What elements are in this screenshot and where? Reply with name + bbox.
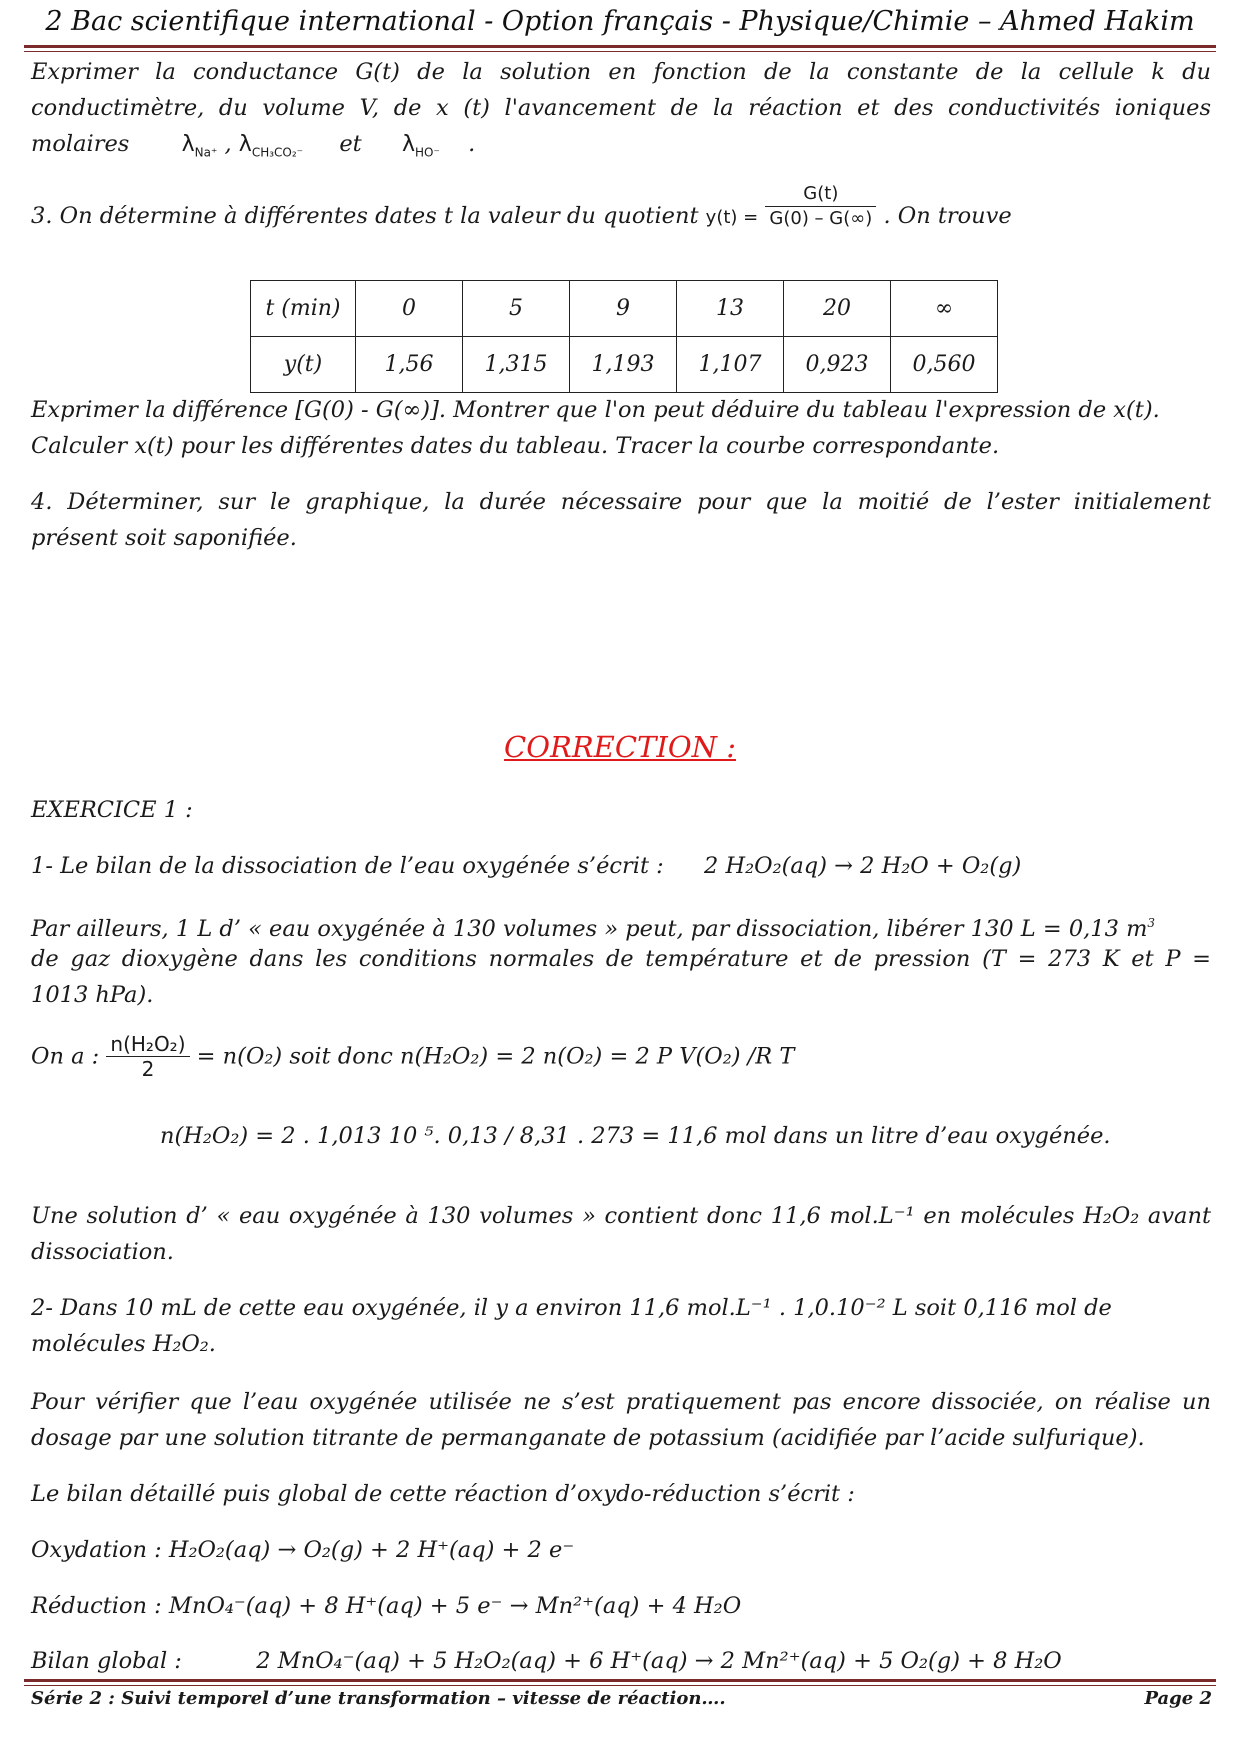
ion-ho: HO⁻ [415, 145, 440, 160]
c3-line [31, 1032, 1211, 1081]
lambda-na [181, 132, 218, 160]
c7-line: Le bilan détaillé puis global de cette réaction d’oxydo-réduction s’écrit : [31, 1481, 855, 1507]
c5-line-1: 2- Dans 10 mL de cette eau oxygénée, il y a environ 11,6 mol.L⁻¹ . 1,0.10⁻² L soit 0,116 mol de [31, 1295, 1112, 1321]
footer-rule [24, 1679, 1216, 1682]
c6-line-1: Pour vérifier que l’eau oxygénée utilisée ne s’est pratiquement pas encore dissociée, on réalise un [31, 1389, 1211, 1415]
global-equation: 2 MnO₄⁻(aq) + 5 H₂O₂(aq) + 6 H⁺(aq) → 2 Mn²⁺(aq) + 5 O₂(g) + 8 H₂O [256, 1648, 1062, 1674]
c2-line-3: 1013 hPa). [31, 982, 154, 1008]
global-line [31, 1643, 1211, 1679]
table-cell: 20 [784, 281, 891, 337]
header-rule [24, 45, 1216, 48]
global-label: Bilan global : [31, 1648, 182, 1674]
lambda-ho [402, 132, 440, 160]
table-cell: 1,107 [677, 337, 784, 393]
c1-line [31, 848, 1211, 884]
q3-formula-fraction [765, 182, 876, 231]
q3-formula-lhs: y(t) = [705, 207, 759, 228]
table-cell: 0,560 [891, 337, 998, 393]
intro-line-3 [31, 126, 1211, 170]
table-row-time [251, 281, 998, 337]
data-table [250, 280, 998, 393]
separator: , [224, 131, 232, 157]
table-row-y [251, 337, 998, 393]
header-rule-thin [24, 51, 1216, 52]
table-cell: 13 [677, 281, 784, 337]
intro-line-2: conductimètre, du volume V, de x (t) l'avancement de la réaction et des conductivités ioniques [31, 95, 1211, 121]
q3-after-line-1: Exprimer la différence [G(0) - G(∞)]. Montrer que l'on peut déduire du tableau l'expression de x(t). [31, 397, 1160, 423]
table-cell: ∞ [891, 281, 998, 337]
c5-line-2: molécules H₂O₂. [31, 1331, 216, 1357]
lambda-symbol: λ [402, 132, 416, 157]
c3-rest: = n(O₂) soit donc n(H₂O₂) = 2 n(O₂) = 2 P V(O₂) /R T [196, 1043, 795, 1070]
table-cell: 0,923 [784, 337, 891, 393]
table-cell: 5 [463, 281, 570, 337]
footer-page-number: Page 2 [1144, 1688, 1212, 1709]
oxidation-line: Oxydation : H₂O₂(aq) → O₂(g) + 2 H⁺(aq) + 2 e⁻ [31, 1537, 575, 1563]
c3-frac-den: 2 [141, 1057, 155, 1081]
c2-text: Par ailleurs, 1 L d’ « eau oxygénée à 130 volumes » peut, par dissociation, libérer 130 L = 0,13 m [31, 916, 1148, 942]
reduction-line: Réduction : MnO₄⁻(aq) + 8 H⁺(aq) + 5 e⁻ → Mn²⁺(aq) + 4 H₂O [31, 1593, 742, 1619]
correction-title: CORRECTION : [504, 730, 736, 764]
table-cell: 1,193 [570, 337, 677, 393]
q4-line-2: présent soit saponifiée. [31, 525, 297, 551]
footer-series: Série 2 : Suivi temporel d’une transformation – vitesse de réaction…. [31, 1688, 726, 1709]
q3-formula-den: G(0) – G(∞) [769, 207, 873, 229]
intro-molaires: molaires [31, 131, 130, 157]
c1-text: 1- Le bilan de la dissociation de l’eau oxygénée s’écrit : [31, 853, 664, 879]
table-cell: 9 [570, 281, 677, 337]
c2-exponent: 3 [1147, 916, 1156, 930]
c3-frac-num: n(H₂O₂) [106, 1032, 189, 1057]
intro-line-1: Exprimer la conductance G(t) de la solution en fonction de la constante de la cellule k du [31, 59, 1211, 85]
c1-equation: 2 H₂O₂(aq) → 2 H₂O + O₂(g) [704, 853, 1022, 879]
c3-fraction [106, 1032, 189, 1081]
q3-text-start: 3. On détermine à différentes dates t la valeur du quotient [31, 203, 699, 229]
c4-line-2: dissociation. [31, 1239, 174, 1265]
c3-on-a: On a : [31, 1043, 100, 1070]
page-header: 2 Bac scientifique international - Option français - Physique/Chimie – Ahmed Hakim [45, 6, 1195, 37]
table-cell: 0 [356, 281, 463, 337]
lambda-symbol: λ [181, 132, 195, 157]
lambda-acetate [238, 132, 304, 160]
q3-line [31, 182, 1211, 236]
lambda-symbol: λ [238, 132, 252, 157]
c3-calc: n(H₂O₂) = 2 . 1,013 10 ⁵. 0,13 / 8,31 . 273 = 11,6 mol dans un litre d’eau oxygénée. [160, 1123, 1111, 1149]
exercise-title: EXERCICE 1 : [31, 797, 193, 823]
ion-acetate: CH₃CO₂⁻ [251, 145, 304, 160]
table-header-time: t (min) [251, 281, 356, 337]
c4-line-1: Une solution d’ « eau oxygénée à 130 volumes » contient donc 11,6 mol.L⁻¹ en molécules H₂O₂ avant [31, 1203, 1211, 1229]
word-et: et [339, 131, 362, 157]
table-cell: 1,315 [463, 337, 570, 393]
intro-end: . [468, 131, 476, 157]
table-cell: 1,56 [356, 337, 463, 393]
ion-na: Na⁺ [194, 145, 218, 160]
table-header-y: y(t) [251, 337, 356, 393]
c6-line-2: dosage par une solution titrante de permanganate de potassium (acidifiée par l’acide sulfurique). [31, 1425, 1145, 1451]
q3-formula-num: G(t) [765, 182, 876, 207]
footer-rule-thin [24, 1685, 1216, 1686]
c2-line-2: de gaz dioxygène dans les conditions normales de température et de pression (T = 273 K et P = [31, 946, 1211, 972]
q3-text-end: . On trouve [883, 203, 1012, 229]
q4-line-1: 4. Déterminer, sur le graphique, la durée nécessaire pour que la moitié de l’ester initialement [31, 489, 1211, 515]
q3-after-line-2: Calculer x(t) pour les différentes dates du tableau. Tracer la courbe correspondante. [31, 433, 1000, 459]
